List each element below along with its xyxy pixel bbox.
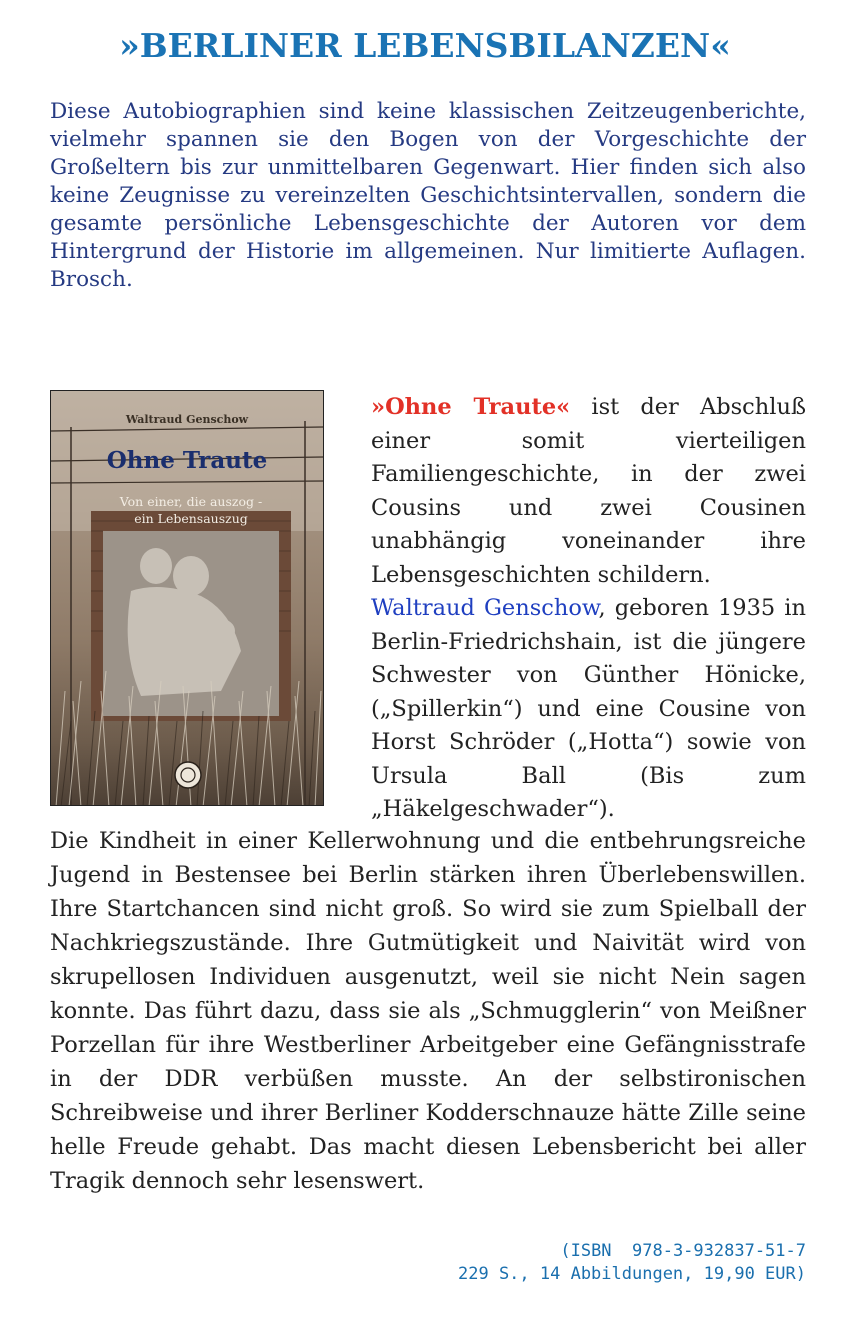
cover-subtitle — [111, 493, 271, 527]
page-title: »BERLINER LEBENSBILANZEN« — [119, 26, 731, 65]
book-cover-image — [50, 390, 324, 806]
cover-subtitle-line2: ein Lebensauszug — [134, 511, 248, 526]
cover-author: Waltraud Genschow — [125, 413, 249, 426]
book-description: Die Kindheit in einer Kellerwohnung und die entbehrungsreiche Jugend in Bestensee bei Berlin stärken ihren Überlebenswillen. Ihre Startchancen sind nicht groß. So wird sie zum Spielball der Nachkriegszustände. Ihre Gutmütigkeit und Naivität wird von skrupellosen Individuen ausgenutzt, weil sie nicht Nein sagen konnte. Das führt dazu, dass sie als „Schmugglerin“ von Meißner Porzellan für ihre Westberliner Arbeitgeber eine Gefängnisstrafe in der DDR verbüßen musste. An der selbstironischen Schreibweise und ihrer Berliner Kodderschnauze hätte Zille seine helle Freude gehabt. Das macht diesen Lebensbericht bei aller Tragik dennoch sehr lesenswert. — [50, 828, 806, 1194]
book-details — [458, 1240, 806, 1286]
series-intro: Diese Autobiographien sind keine klassischen Zeitzeugenberichte, vielmehr spannen sie den Bogen von der Vorgeschichte der Großeltern bis zur unmittelbaren Gegenwart. Hier finden sich also keine Zeugnisse zu vereinzelten Geschichtsintervallen, sondern die gesamte persönliche Lebensgeschichte der Autoren vor dem Hintergrund der Historie im allgemeinen. Nur limitierte Auflagen. Brosch. — [50, 99, 806, 292]
author-name: Waltraud Genschow — [371, 595, 599, 621]
cover-title: Ohne Traute — [106, 447, 268, 474]
book-title-rest: ist der Abschluß einer somit vierteiligen Familiengeschichte, in der zwei Cousins und zwei Cousinen unabhängig voneinander ihre Lebensgeschichten schildern. — [371, 394, 806, 588]
book-summary — [371, 391, 806, 827]
cover-subtitle-line1: Von einer, die auszog - — [119, 494, 263, 509]
isbn-line: (ISBN 978-3-932837-51-7 — [560, 1241, 806, 1261]
details-line: 229 S., 14 Abbildungen, 19,90 EUR) — [458, 1264, 806, 1284]
author-bio: , geboren 1935 in Berlin-Friedrichshain, ist die jüngere Schwester von Günther Hönicke, („Spillerkin“) und eine Cousine von Horst Schröder („Hotta“) sowie von Ursula Ball (Bis zum „Häkelgeschwader“). — [371, 595, 806, 822]
book-title: »Ohne Traute« — [371, 394, 571, 420]
